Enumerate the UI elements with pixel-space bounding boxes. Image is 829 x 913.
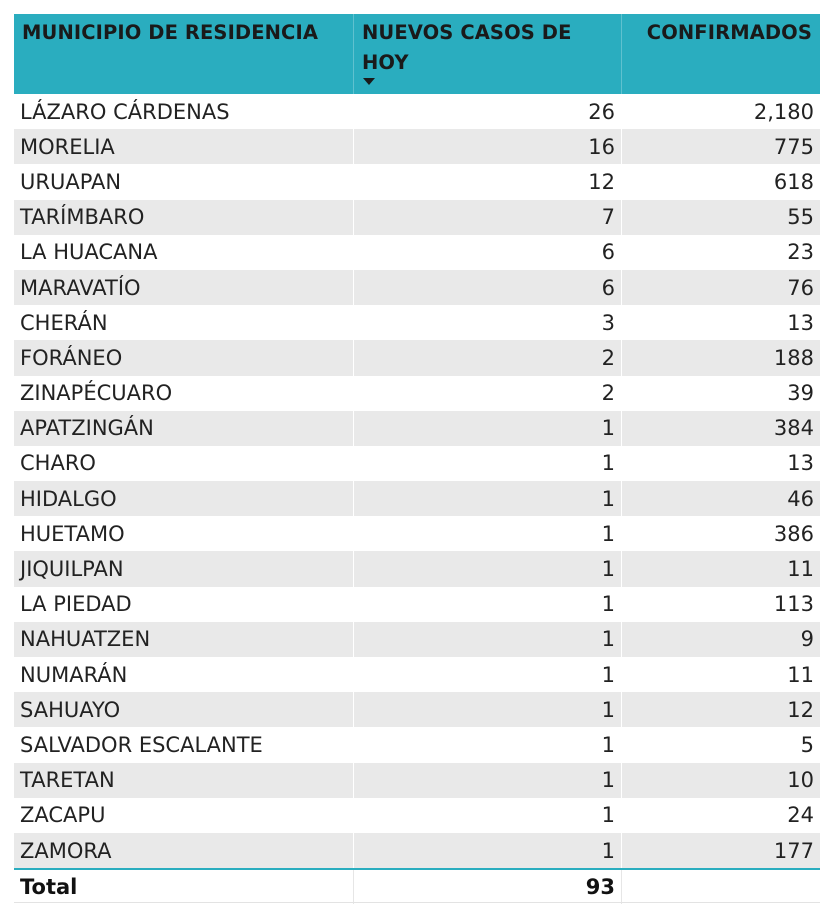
cell-confirmados: 5 bbox=[800, 732, 814, 757]
cell-municipio: TARÍMBARO bbox=[14, 200, 354, 235]
cell-confirmados: 11 bbox=[787, 557, 814, 582]
cell-nuevos-casos: 1 bbox=[354, 798, 622, 833]
table-row[interactable] bbox=[14, 411, 820, 446]
cases-table bbox=[14, 14, 820, 904]
column-header-nuevos-casos-label: NUEVOS CASOS DE HOY bbox=[362, 21, 572, 74]
table-row[interactable] bbox=[14, 763, 820, 798]
table-row[interactable] bbox=[14, 798, 820, 833]
column-header-municipio[interactable] bbox=[14, 14, 354, 94]
table-row[interactable] bbox=[14, 94, 820, 129]
table-row[interactable] bbox=[14, 833, 820, 868]
cell-nuevos-casos: 1 bbox=[354, 727, 622, 762]
cell-confirmados: 24 bbox=[787, 803, 814, 828]
table-row[interactable] bbox=[14, 235, 820, 270]
table-row[interactable] bbox=[14, 340, 820, 375]
cell-confirmados: 384 bbox=[773, 416, 814, 441]
cell-nuevos-casos: 6 bbox=[354, 270, 622, 305]
table-row[interactable] bbox=[14, 376, 820, 411]
cell-municipio: URUAPAN bbox=[14, 164, 354, 199]
table-header bbox=[14, 14, 820, 94]
cell-nuevos-casos: 1 bbox=[354, 833, 622, 868]
cell-confirmados: 618 bbox=[773, 169, 814, 194]
bottom-divider bbox=[14, 902, 820, 903]
cell-confirmados: 188 bbox=[773, 345, 814, 370]
cell-municipio: ZAMORA bbox=[14, 833, 354, 868]
cell-municipio: MORELIA bbox=[14, 129, 354, 164]
column-header-nuevos-casos[interactable] bbox=[354, 14, 622, 94]
cell-municipio: SALVADOR ESCALANTE bbox=[14, 727, 354, 762]
cell-municipio: HIDALGO bbox=[14, 481, 354, 516]
sort-descending-icon[interactable] bbox=[363, 78, 375, 85]
table-row[interactable] bbox=[14, 270, 820, 305]
table-row[interactable] bbox=[14, 587, 820, 622]
table-row[interactable] bbox=[14, 657, 820, 692]
cell-municipio: SAHUAYO bbox=[14, 692, 354, 727]
cell-nuevos-casos: 1 bbox=[354, 763, 622, 798]
cell-confirmados: 775 bbox=[773, 134, 814, 159]
cell-nuevos-casos: 1 bbox=[354, 481, 622, 516]
cell-nuevos-casos: 1 bbox=[354, 622, 622, 657]
cell-confirmados: 55 bbox=[787, 205, 814, 230]
table-row[interactable] bbox=[14, 516, 820, 551]
cell-municipio: HUETAMO bbox=[14, 516, 354, 551]
cell-confirmados: 177 bbox=[773, 838, 814, 863]
cell-municipio: TARETAN bbox=[14, 763, 354, 798]
column-header-confirmados[interactable] bbox=[622, 14, 820, 94]
cell-municipio: APATZINGÁN bbox=[14, 411, 354, 446]
cell-municipio: NAHUATZEN bbox=[14, 622, 354, 657]
total-nuevos: 93 bbox=[354, 870, 622, 904]
cell-confirmados: 10 bbox=[787, 768, 814, 793]
cell-municipio: CHARO bbox=[14, 446, 354, 481]
cell-confirmados: 386 bbox=[773, 521, 814, 546]
column-header-municipio-label: MUNICIPIO DE RESIDENCIA bbox=[22, 21, 319, 44]
cell-nuevos-casos: 6 bbox=[354, 235, 622, 270]
cell-confirmados: 13 bbox=[787, 310, 814, 335]
cell-nuevos-casos: 1 bbox=[354, 446, 622, 481]
cell-nuevos-casos: 1 bbox=[354, 692, 622, 727]
cell-municipio: NUMARÁN bbox=[14, 657, 354, 692]
cell-nuevos-casos: 7 bbox=[354, 200, 622, 235]
cell-confirmados: 23 bbox=[787, 240, 814, 265]
cell-nuevos-casos: 12 bbox=[354, 164, 622, 199]
total-confirmados bbox=[622, 870, 820, 904]
cell-confirmados: 9 bbox=[800, 627, 814, 652]
cell-nuevos-casos: 2 bbox=[354, 376, 622, 411]
table-row[interactable] bbox=[14, 446, 820, 481]
cell-confirmados: 113 bbox=[773, 592, 814, 617]
table-row[interactable] bbox=[14, 551, 820, 586]
cell-nuevos-casos: 1 bbox=[354, 411, 622, 446]
table-row[interactable] bbox=[14, 692, 820, 727]
cell-nuevos-casos: 3 bbox=[354, 305, 622, 340]
cell-nuevos-casos: 1 bbox=[354, 587, 622, 622]
cell-municipio: MARAVATÍO bbox=[14, 270, 354, 305]
cell-confirmados: 12 bbox=[787, 697, 814, 722]
cell-municipio: LA HUACANA bbox=[14, 235, 354, 270]
cell-nuevos-casos: 16 bbox=[354, 129, 622, 164]
cell-confirmados: 2,180 bbox=[753, 99, 814, 124]
table-row[interactable] bbox=[14, 164, 820, 199]
cell-nuevos-casos: 1 bbox=[354, 551, 622, 586]
cell-confirmados: 46 bbox=[787, 486, 814, 511]
table-row[interactable] bbox=[14, 727, 820, 762]
cell-municipio: LA PIEDAD bbox=[14, 587, 354, 622]
cell-nuevos-casos: 1 bbox=[354, 657, 622, 692]
cell-municipio: CHERÁN bbox=[14, 305, 354, 340]
cell-confirmados: 13 bbox=[787, 451, 814, 476]
table-row[interactable] bbox=[14, 622, 820, 657]
cell-municipio: ZINAPÉCUARO bbox=[14, 376, 354, 411]
table-row[interactable] bbox=[14, 200, 820, 235]
table-row[interactable] bbox=[14, 305, 820, 340]
cell-municipio: FORÁNEO bbox=[14, 340, 354, 375]
table-row[interactable] bbox=[14, 481, 820, 516]
cell-municipio: ZACAPU bbox=[14, 798, 354, 833]
total-row bbox=[14, 868, 820, 904]
cell-municipio: LÁZARO CÁRDENAS bbox=[14, 94, 354, 129]
cell-nuevos-casos: 26 bbox=[354, 94, 622, 129]
column-header-confirmados-label: CONFIRMADOS bbox=[646, 21, 812, 44]
table-row[interactable] bbox=[14, 129, 820, 164]
cell-nuevos-casos: 1 bbox=[354, 516, 622, 551]
cell-municipio: JIQUILPAN bbox=[14, 551, 354, 586]
cell-confirmados: 76 bbox=[787, 275, 814, 300]
total-label: Total bbox=[14, 870, 354, 904]
table-body bbox=[14, 94, 820, 868]
cell-nuevos-casos: 2 bbox=[354, 340, 622, 375]
cell-confirmados: 39 bbox=[787, 381, 814, 406]
cell-confirmados: 11 bbox=[787, 662, 814, 687]
